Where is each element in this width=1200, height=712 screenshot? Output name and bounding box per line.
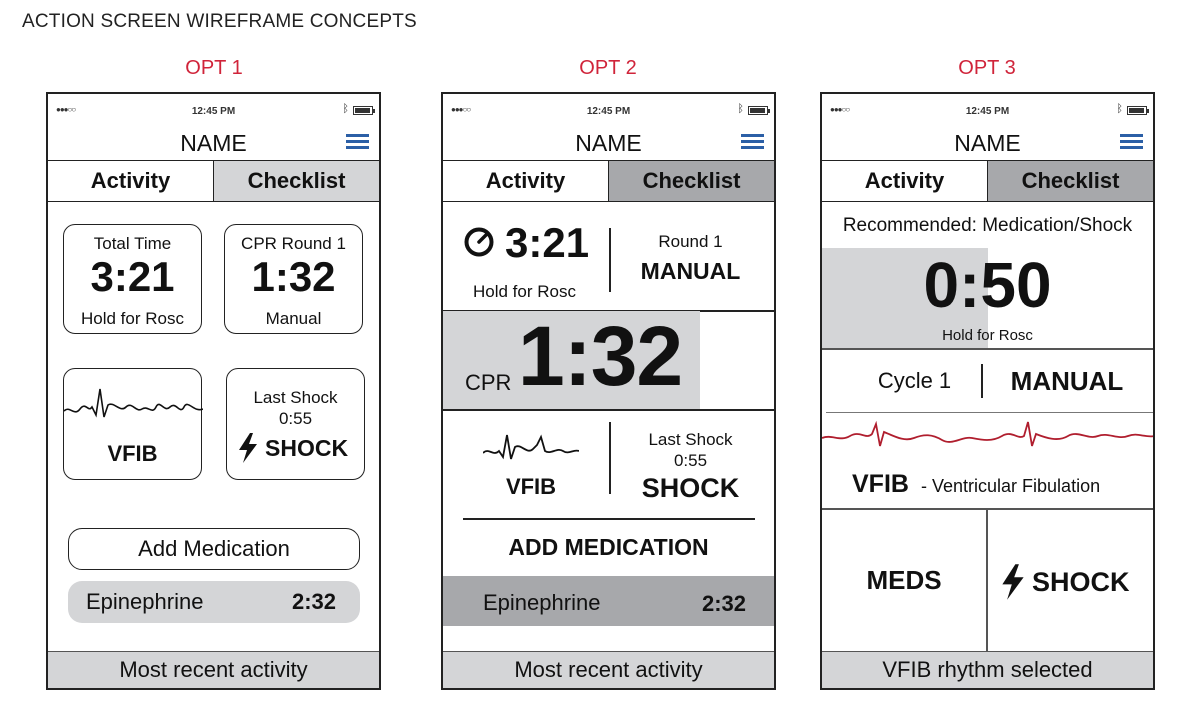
bluetooth-icon: ᛒ xyxy=(737,103,744,115)
ecg-waveform xyxy=(483,429,579,463)
status-time: 12:45 PM xyxy=(586,106,631,117)
signal-icon: ●●●○○ xyxy=(451,105,471,114)
hold-for-rosc-label: Hold for Rosc xyxy=(942,327,1033,344)
status-time: 12:45 PM xyxy=(191,106,236,117)
lightning-icon xyxy=(237,433,259,463)
patient-name: NAME xyxy=(180,130,247,156)
round-label: Round 1 xyxy=(658,232,723,251)
shock-card[interactable] xyxy=(226,368,365,480)
tab-checklist[interactable]: Checklist xyxy=(608,161,774,201)
divider xyxy=(443,409,776,411)
footer-status[interactable]: VFIB rhythm selected xyxy=(822,651,1153,688)
medication-time: 2:32 xyxy=(291,589,336,614)
cpr-timer-value: 1:32 xyxy=(518,309,683,403)
last-shock-label: Last Shock xyxy=(648,430,733,449)
bluetooth-icon: ᛒ xyxy=(1116,103,1123,115)
hamburger-menu-icon[interactable] xyxy=(1120,134,1143,150)
tab-activity[interactable]: Activity xyxy=(48,161,213,201)
rhythm-description: - Ventricular Fibulation xyxy=(921,476,1101,496)
tab-checklist[interactable]: Checklist xyxy=(213,161,379,201)
total-time-value: 3:21 xyxy=(90,253,175,300)
tab-checklist[interactable]: Checklist xyxy=(987,161,1153,201)
cpr-round-label: CPR Round 1 xyxy=(241,234,346,253)
cpr-round-value: 1:32 xyxy=(251,253,336,300)
medication-time: 2:32 xyxy=(701,591,746,616)
shock-button-label: SHOCK xyxy=(265,435,349,461)
phone-opt3 xyxy=(820,92,1155,690)
bluetooth-icon: ᛒ xyxy=(342,103,349,115)
total-time-label: Total Time xyxy=(93,234,172,253)
opt2-label: OPT 2 xyxy=(579,57,637,79)
footer-status[interactable]: Most recent activity xyxy=(48,651,379,688)
ecg-waveform xyxy=(822,416,1155,452)
medication-name: Epinephrine xyxy=(483,590,601,615)
signal-icon: ●●●○○ xyxy=(56,105,76,114)
cpr-mode-label: MANUAL xyxy=(1010,366,1124,396)
lightning-icon xyxy=(1000,563,1026,601)
tab-activity[interactable]: Activity xyxy=(822,161,987,201)
shock-button[interactable] xyxy=(988,509,1155,652)
tab-bar xyxy=(48,160,379,202)
battery-icon xyxy=(1127,106,1147,115)
rhythm-label: VFIB xyxy=(505,474,557,499)
medication-row[interactable] xyxy=(443,576,776,626)
status-bar xyxy=(48,94,379,126)
hamburger-menu-icon[interactable] xyxy=(346,134,369,150)
shock-button-label: SHOCK xyxy=(1032,567,1130,597)
status-bar xyxy=(443,94,774,126)
ecg-waveform xyxy=(64,383,203,423)
divider xyxy=(609,228,611,292)
stopwatch-icon xyxy=(463,226,495,258)
last-shock-time: 0:55 xyxy=(278,409,313,428)
cpr-label: CPR xyxy=(465,370,512,395)
meds-button[interactable] xyxy=(822,509,986,652)
battery-icon xyxy=(748,106,768,115)
hamburger-menu-icon[interactable] xyxy=(741,134,764,150)
cpr-mode-label: Manual xyxy=(265,309,322,328)
phone-opt1 xyxy=(46,92,381,690)
countdown-value: 0:50 xyxy=(923,249,1052,321)
signal-icon: ●●●○○ xyxy=(830,105,850,114)
tab-activity[interactable]: Activity xyxy=(443,161,608,201)
divider xyxy=(826,412,1153,413)
status-time: 12:45 PM xyxy=(965,106,1010,117)
add-medication-button[interactable]: Add Medication xyxy=(68,528,360,570)
last-shock-label: Last Shock xyxy=(253,388,338,407)
tab-bar xyxy=(443,160,774,202)
medication-row[interactable] xyxy=(68,581,360,623)
shock-button[interactable]: SHOCK xyxy=(641,473,740,503)
battery-icon xyxy=(353,106,373,115)
opt3-label: OPT 3 xyxy=(958,57,1016,79)
total-time-value: 3:21 xyxy=(505,219,590,266)
tab-bar xyxy=(822,160,1153,202)
phone-opt2 xyxy=(441,92,776,690)
total-time-card[interactable] xyxy=(63,224,202,334)
cpr-round-card[interactable] xyxy=(224,224,363,334)
divider xyxy=(463,518,755,520)
cpr-mode-label: MANUAL xyxy=(640,258,741,284)
footer-status[interactable]: Most recent activity xyxy=(443,651,774,688)
add-medication-button[interactable]: ADD MEDICATION xyxy=(508,534,709,560)
meds-button-label: MEDS xyxy=(866,565,942,595)
medication-name: Epinephrine xyxy=(86,589,204,614)
hold-for-rosc-label: Hold for Rosc xyxy=(81,309,184,328)
last-shock-time: 0:55 xyxy=(673,451,708,470)
divider xyxy=(609,422,611,494)
recommended-action: Recommended: Medication/Shock xyxy=(842,215,1133,236)
rhythm-label: VFIB xyxy=(107,441,158,466)
cycle-label: Cycle 1 xyxy=(877,368,952,393)
divider xyxy=(981,364,983,398)
divider xyxy=(822,348,1155,350)
opt1-label: OPT 1 xyxy=(185,57,243,79)
hold-for-rosc-label: Hold for Rosc xyxy=(473,282,576,301)
rhythm-label: VFIB xyxy=(852,470,909,498)
patient-name: NAME xyxy=(575,130,642,156)
patient-name: NAME xyxy=(954,130,1021,156)
status-bar xyxy=(822,94,1153,126)
rhythm-card[interactable] xyxy=(63,368,202,480)
page-title: ACTION SCREEN WIREFRAME CONCEPTS xyxy=(22,11,417,32)
